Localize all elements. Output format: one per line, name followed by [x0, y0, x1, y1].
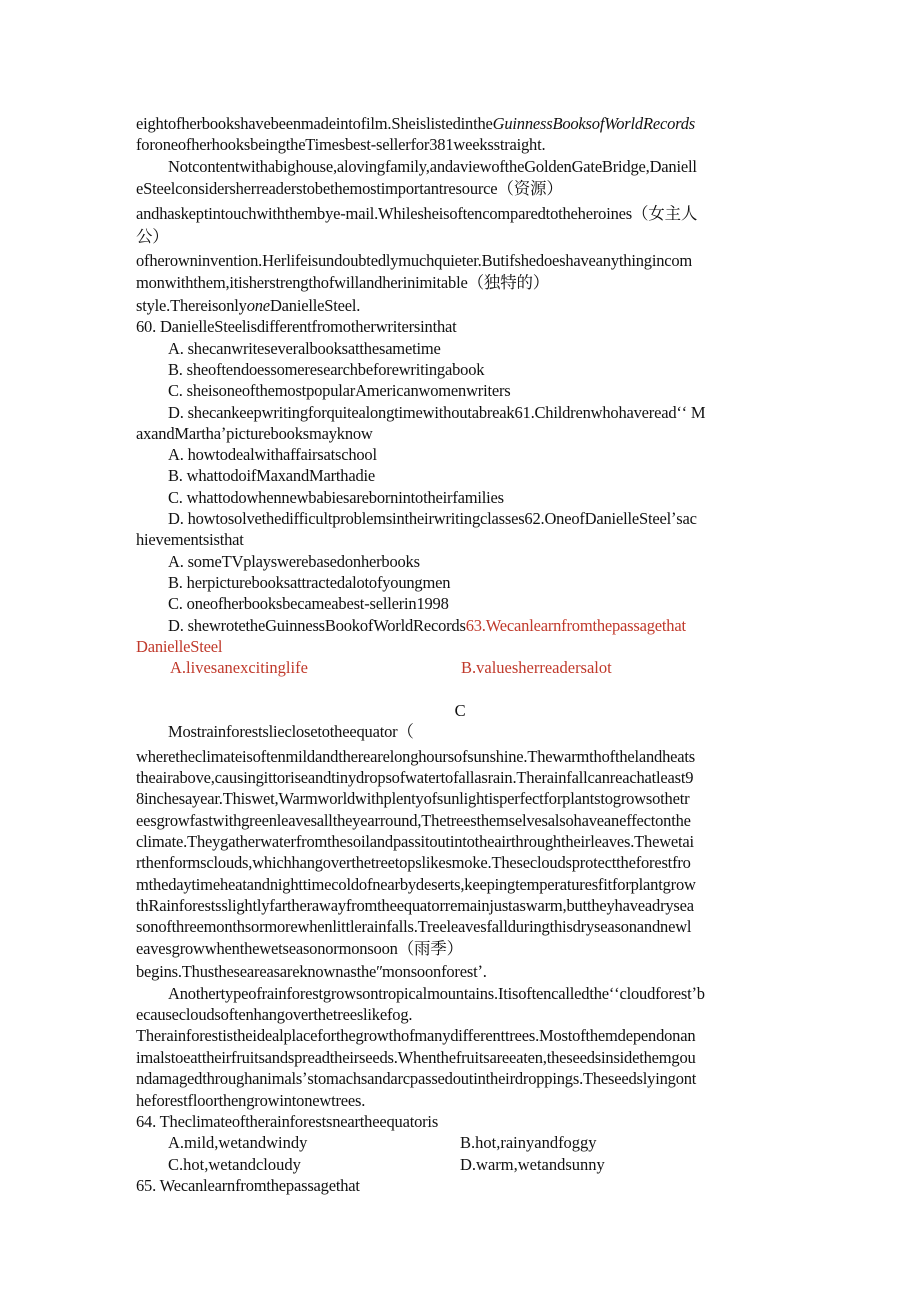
- question-62-stem: hievementsisthat: [136, 530, 244, 549]
- passage-c-line: Therainforestistheidealplaceforthegrowthofmanydifferenttrees.Mostofthemdependonan: [136, 1026, 696, 1045]
- q62-option-d: D. shewrotetheGuinnessBookofWorldRecords63.Wecanlearnfromthepassagethat: [168, 616, 686, 635]
- question-63-stem: 63.Wecanlearnfromthepassagethat: [465, 616, 686, 635]
- q63-option-b: B.valuesherreadersalot: [461, 658, 612, 677]
- passage-c-line: imalstoeattheirfruitsandspreadtheirseeds.Whenthefruitsareeaten,theseedsinsidethemgou: [136, 1048, 696, 1067]
- passage-c-line: ndamagedthroughanimalsʼstomachsandarcpassedoutintheirdroppings.Theseedslyingont: [136, 1069, 697, 1088]
- q60-option-b: B. sheoftendoessomeresearchbeforewritingabook: [168, 360, 485, 379]
- q64-option-c: C.hot,wetandcloudy: [168, 1155, 301, 1174]
- q64-option-a: A.mild,wetandwindy: [168, 1133, 308, 1152]
- q61-option-b: B. whattodoifMaxandMarthadie: [168, 466, 376, 485]
- q60-option-d: D. shecankeepwritingforquitealongtimewithoutabreak61.Childrenwhohavereadʻʻ M: [168, 403, 706, 422]
- passage-c-line: rthenformsclouds,whichhangoverthetreetopslikesmoke.Thesecloudsprotecttheforestfro: [136, 853, 691, 872]
- passage-c-line: sonofthreemonthsormorewhenlittlerainfalls.Treeleavesfallduringthisdryseasonandnewl: [136, 917, 692, 936]
- q62-option-c: C. oneofherbooksbecameabest-sellerin1998: [168, 594, 449, 613]
- passage-c-line: mthedaytimeheatandnighttimecoldofnearbydeserts,keepingtemperaturesfitforplantgrow: [136, 875, 696, 894]
- passage-b-line: eSteelconsidersherreaderstobethemostimportantresource（资源）: [136, 179, 563, 198]
- passage-c-line: wheretheclimateisoftenmildandtherearelonghoursofsunshine.Thewarmthofthelandheats: [136, 747, 696, 766]
- q61-option-a: A. howtodealwithaffairsatschool: [168, 445, 377, 464]
- q64-option-b: B.hot,rainyandfoggy: [460, 1133, 597, 1152]
- passage-c-heading: C: [454, 701, 466, 720]
- passage-c-line: eavesgrowwhenthewetseasonormonsoon（雨季）: [136, 939, 463, 958]
- question-61-stem: axandMarthaʼpicturebooksmayknow: [136, 424, 373, 443]
- book-title-italic: GuinnessBooksofWorldRecords: [492, 114, 696, 133]
- passage-c-line: climate.Theygatherwaterfromthesoilandpassitoutintotheairthroughtheirleaves.Thewetai: [136, 832, 694, 851]
- passage-b-line: style.ThereisonlyoneDanielleSteel.: [136, 296, 361, 315]
- passage-c-line: eesgrowfastwithgreenleavesalltheyearround,Thetreesthemselvesalsohaveaneffectonthe: [136, 811, 691, 830]
- passage-b-line: ofherowninvention.Herlifeisundoubtedlymuchquieter.Butifshedoeshaveanythingincom: [136, 251, 693, 270]
- q64-option-d: D.warm,wetandsunny: [460, 1155, 605, 1174]
- passage-c-line: ecausecloudsoftenhangoverthetreeslikefog.: [136, 1005, 413, 1024]
- q61-option-d: D. howtosolvethedifficultproblemsintheirwritingclasses62.OneofDanielleSteelʼsac: [168, 509, 697, 528]
- passage-c-line: heforestfloorthengrowintonewtrees.: [136, 1091, 366, 1110]
- passage-b-line: foroneofherhooksbeingtheTimesbest-sellerfor381weeksstraight.: [136, 135, 546, 154]
- question-64-stem: 64. Theclimateoftherainforestsneartheequatoris: [136, 1112, 439, 1131]
- q60-option-a: A. shecanwriteseveralbooksatthesametime: [168, 339, 441, 358]
- passage-c-line: Mostrainforestslieclosetotheequator（: [168, 722, 414, 741]
- q62-option-b: B. herpicturebooksattractedalotofyoungmen: [168, 573, 451, 592]
- passage-c-line: theairabove,causingittoriseandtinydropsofwatertofallasrain.Therainfallcanreachatleast9: [136, 768, 694, 787]
- passage-b-line: 公）: [136, 227, 169, 246]
- passage-c-line: Anothertypeofrainforestgrowsontropicalmountains.Itisoftencalledtheʻʻcloudforestʼb: [168, 984, 705, 1003]
- passage-b-line: monwiththem,itisherstrengthofwillandherinimitable（独特的）: [136, 273, 550, 292]
- passage-c-line: 8inchesayear.Thiswet,Warmworldwithplentyofsunlightisperfectforplantstogrowsothetr: [136, 789, 690, 808]
- passage-c-line: begins.Thustheseareasareknownastheʺmonsoonforestʼ.: [136, 962, 487, 981]
- question-60-stem: 60. DanielleSteelisdifferentfromotherwritersinthat: [136, 317, 457, 336]
- question-63-stem-cont: DanielleSteel: [136, 637, 223, 656]
- q60-option-c: C. sheisoneofthemostpopularAmericanwomenwriters: [168, 381, 511, 400]
- passage-b-line: eightofherbookshavebeenmadeintofilm.SheislistedintheGuinnessBooksofWorldRecords: [136, 114, 696, 133]
- q62-option-a: A. someTVplayswerebasedonherbooks: [168, 552, 420, 571]
- passage-b-line: andhaskeptintouchwiththembye-mail.Whilesheisoftencomparedtotheheroines（女主人: [136, 204, 698, 223]
- passage-b-line: Notcontentwithabighouse,alovingfamily,andaviewoftheGoldenGateBridge,Daniell: [168, 157, 697, 176]
- passage-c-line: thRainforestsslightlyfartherawayfromtheequatorremainjustaswarm,buttheyhaveadrysea: [136, 896, 694, 915]
- question-65-stem: 65. Wecanlearnfromthepassagethat: [136, 1176, 360, 1195]
- q61-option-c: C. whattodowhennewbabiesarebornintotheirfamilies: [168, 488, 504, 507]
- q63-option-a: A.livesanexcitinglife: [170, 658, 308, 677]
